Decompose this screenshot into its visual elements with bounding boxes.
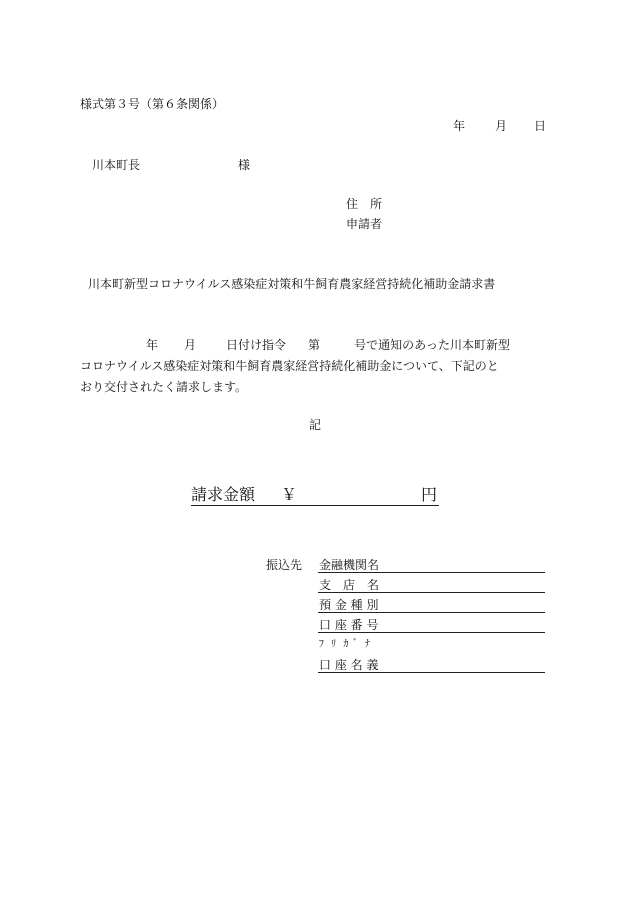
account-holder-label: 口 座 名 義 xyxy=(319,658,379,672)
yen-symbol: ￥ xyxy=(281,485,298,504)
body-line1-rest: 号で通知のあった川本町新型 xyxy=(354,338,510,352)
account-holder-line xyxy=(318,672,545,673)
applicant-label: 申請者 xyxy=(346,217,383,231)
body-paragraph xyxy=(80,335,550,398)
deposit-type-label: 預 金 種 別 xyxy=(319,598,379,612)
form-number: 様式第３号（第６条関係） xyxy=(80,97,225,111)
body-dai: 第 xyxy=(308,338,321,352)
claim-amount-underline xyxy=(191,505,439,506)
ki-mark: 記 xyxy=(309,418,322,432)
body-line-3: おり交付されたく請求します。 xyxy=(80,380,248,394)
account-number-line xyxy=(318,632,545,633)
account-number-label: 口 座 番 号 xyxy=(319,618,379,632)
body-dated-directive: 日付け指令 xyxy=(226,338,287,352)
addressee-name: 川本町長 xyxy=(92,158,141,172)
transfer-label: 振込先 xyxy=(266,558,303,572)
date-month-label: 月 xyxy=(495,119,508,133)
bank-name-label: 金融機関名 xyxy=(319,558,380,572)
body-line-2: コロナウイルス感染症対策和牛飼育農家経営持続化補助金について、下記のと xyxy=(80,359,499,373)
bank-name-line xyxy=(318,572,545,573)
body-year: 年 xyxy=(146,338,159,352)
branch-label: 支 店 名 xyxy=(319,578,380,592)
yen-unit: 円 xyxy=(421,485,438,504)
body-line-1 xyxy=(80,335,550,356)
claim-amount-label: 請求金額 xyxy=(191,485,256,504)
document-title: 川本町新型コロナウイルス感染症対策和牛飼育農家経営持続化補助金請求書 xyxy=(88,277,496,291)
branch-line xyxy=(318,592,545,593)
date-day-label: 日 xyxy=(534,119,547,133)
deposit-type-line xyxy=(318,612,545,613)
furigana-label: ﾌ ﾘ ｶ ﾞ ﾅ xyxy=(319,639,373,650)
addressee-honorific: 様 xyxy=(238,158,251,172)
body-month: 月 xyxy=(184,338,197,352)
address-label: 住 所 xyxy=(346,197,383,211)
date-year-label: 年 xyxy=(453,119,466,133)
